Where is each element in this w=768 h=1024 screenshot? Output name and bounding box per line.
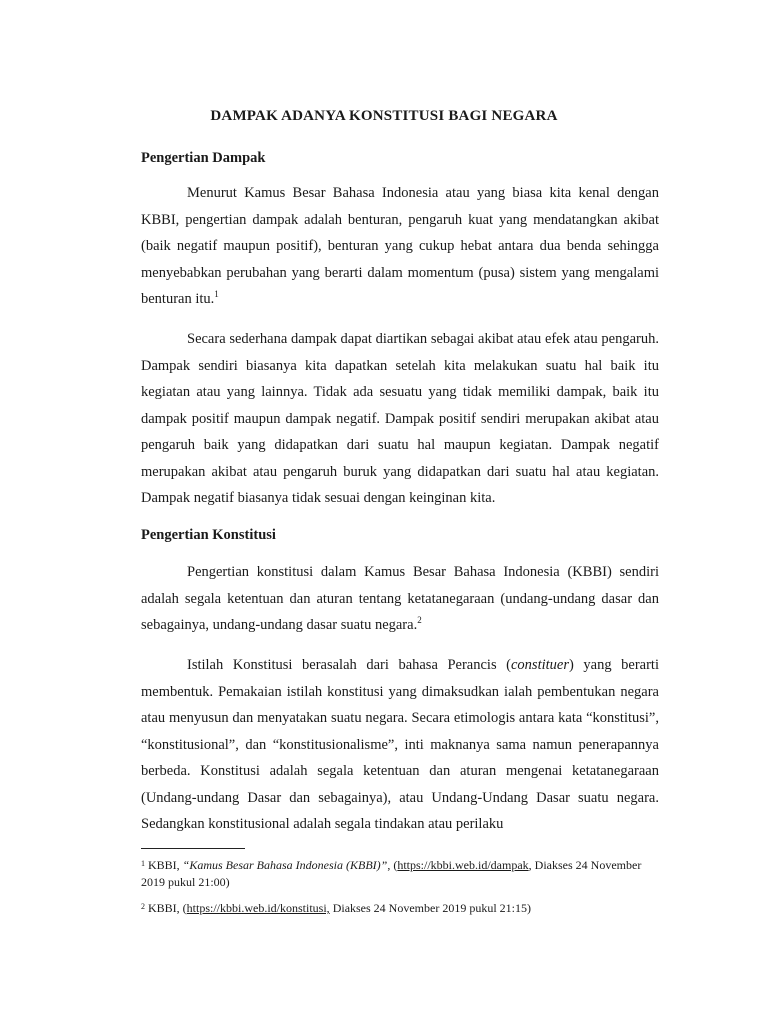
section-heading-dampak: Pengertian Dampak <box>141 150 266 166</box>
footnote-title: “Kamus Besar Bahasa Indonesia (KBBI)” <box>182 858 388 872</box>
section-heading-konstitusi: Pengertian Konstitusi <box>141 527 276 543</box>
footnote-mid: , ( <box>387 858 398 872</box>
paragraph-dampak-definition <box>141 180 659 313</box>
footnote-prefix: KBBI, ( <box>148 901 187 915</box>
paragraph-text: Secara sederhana dampak dapat diartikan sebagai akibat atau efek atau pengaruh. Dampak sendiri biasanya kita dapatkan setelah kita melakukan suatu hal baik itu kegiatan atau yang lainnya. Tidak ada sesuatu yang tidak memiliki dampak, baik itu dampak positif maupun dampak negatif. Dampak positif sendiri merupakan akibat atau pengaruh baik yang didapatkan dari suatu hal maupun kegiatan. Dampak negatif merupakan akibat atau pengaruh buruk yang didapatkan dari suatu hal atau kegiatan. Dampak negatif biasanya tidak sesuai dengan keinginan kita. <box>141 331 659 506</box>
italic-term: constituer <box>510 657 569 673</box>
footnote-suffix: , Diakses 24 November 2019 pukul 21:00) <box>141 858 642 889</box>
paragraph-text-after: ) yang berarti membentuk. Pemakaian istilah konstitusi yang dimaksudkan ialah pembentukan negara atau menyusun dan menyatakan suatu negara. Secara etimologis antara kata “konstitusi”, “konstitusional”, dan “konstitusionalisme”, inti maknanya sama namun penerapannya berbeda. Konstitusi adalah segala ketentuan dan aturan mengenai ketatanegaraan (Undang-undang Dasar dan sebagainya), atau Undang-Undang Dasar suatu negara. Sedangkan konstitusional adalah segala tindakan atau perilaku <box>141 657 659 832</box>
footnote-2 <box>141 898 661 917</box>
paragraph-dampak-explanation <box>141 326 659 512</box>
footnote-link[interactable]: https://kbbi.web.id/konstitusi, <box>186 901 330 915</box>
paragraph-text: Menurut Kamus Besar Bahasa Indonesia atau yang biasa kita kenal dengan KBBI, pengertian dampak adalah benturan, pengaruh kuat yang mendatangkan akibat (baik negatif maupun positif), benturan yang cukup hebat antara dua benda sehingga menyebabkan perubahan yang berarti dalam momentum (pusa) sistem yang mengalami benturan itu. <box>141 185 659 307</box>
paragraph-konstitusi-definition <box>141 559 659 639</box>
footnote-ref-1[interactable]: 1 <box>214 289 219 300</box>
footnote-1 <box>141 855 661 891</box>
footnote-suffix: Diakses 24 November 2019 pukul 21:15) <box>329 901 531 915</box>
footnote-link[interactable]: https://kbbi.web.id/dampak <box>397 858 529 872</box>
footnote-mark: 2 <box>141 902 145 911</box>
footnote-ref-2[interactable]: 2 <box>417 615 422 626</box>
footnote-mark: 1 <box>141 859 145 868</box>
document-title: DAMPAK ADANYA KONSTITUSI BAGI NEGARA <box>210 108 558 124</box>
footnote-separator <box>141 848 245 849</box>
paragraph-text: Pengertian konstitusi dalam Kamus Besar Bahasa Indonesia (KBBI) sendiri adalah segala ketentuan dan aturan tentang ketatanegaraan (undang-undang dasar dan sebagainya, undang-undang dasar suatu negara. <box>141 564 659 633</box>
paragraph-text-before: Istilah Konstitusi berasalah dari bahasa Perancis ( <box>187 657 511 673</box>
footnote-prefix: KBBI, <box>148 858 183 872</box>
paragraph-konstitusi-etymology <box>141 652 659 838</box>
